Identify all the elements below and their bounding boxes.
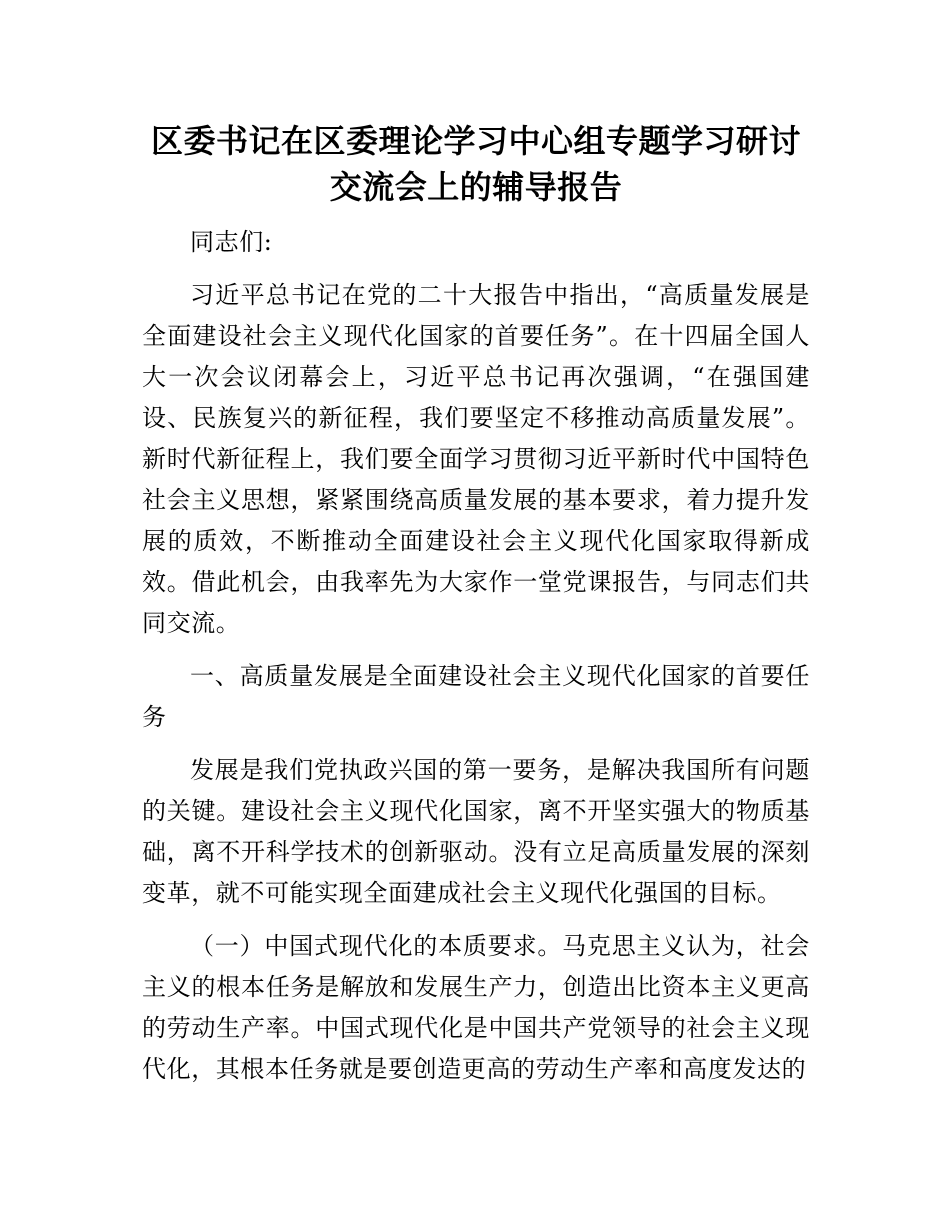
document-title: [142, 118, 810, 210]
body-paragraph: 发展是我们党执政兴国的第一要务，是解决我国所有问题的关键。建设社会主义现代化国家，离不开坚实强大的物质基础，离不开科学技术的创新驱动。没有立足高质量发展的深刻变革，就不可能实现全面建成社会主义现代化强国的目标。: [142, 756, 810, 907]
subsection-paragraph-1: （一）中国式现代化的本质要求。马克思主义认为，社会主义的根本任务是解放和发展生产力，创造出比资本主义更高的劳动生产率。中国式现代化是中国共产党领导的社会主义现代化，其根本任务就是要创造更高的劳动生产率和高度发达的: [142, 932, 810, 1083]
document-page: [142, 118, 810, 1102]
title-line-1: 区委书记在区委理论学习中心组专题学习研讨: [150, 122, 801, 160]
salutation: 同志们:: [190, 228, 273, 256]
intro-paragraph: 习近平总书记在党的二十大报告中指出，“高质量发展是全面建设社会主义现代化国家的首要任务”。在十四届全国人大一次会议闭幕会上，习近平总书记再次强调，“在强国建设、民族复兴的新征程，我们要坚定不移推动高质量发展”。新时代新征程上，我们要全面学习贯彻习近平新时代中国特色社会主义思想，紧紧围绕高质量发展的基本要求，着力提升发展的质效，不断推动全面建设社会主义现代化国家取得新成效。借此机会，由我率先为大家作一堂党课报告，与同志们共同交流。: [142, 281, 810, 637]
section-heading-1: 一、高质量发展是全面建设社会主义现代化国家的首要任务: [142, 662, 810, 731]
title-line-2: 交流会上的辅导报告: [329, 168, 623, 206]
